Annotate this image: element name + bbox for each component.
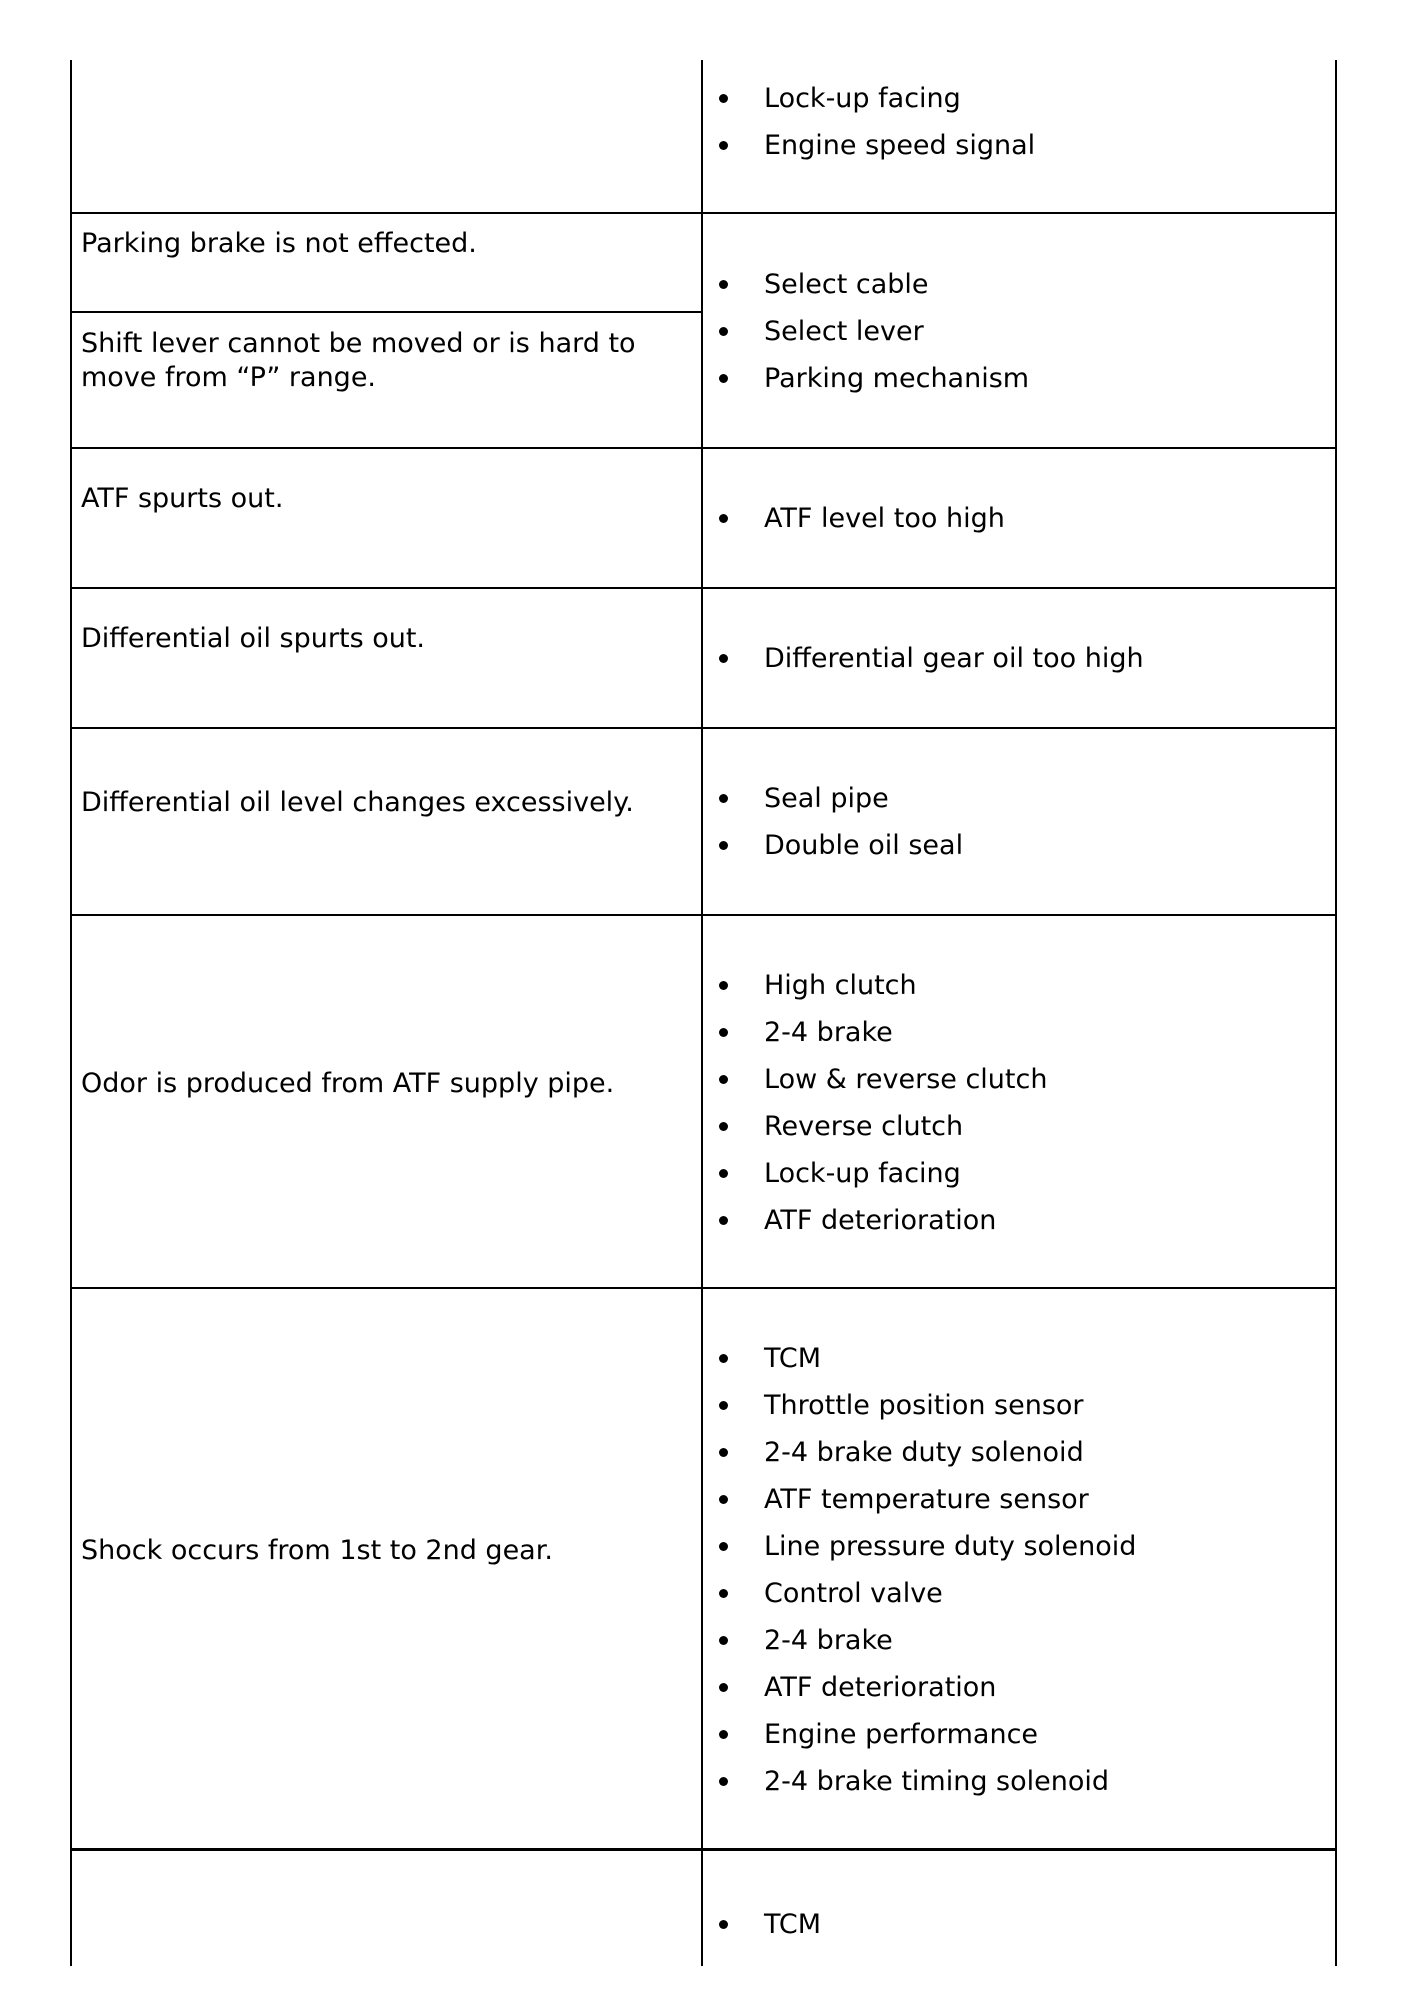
row-divider [70,212,1337,214]
bullet-icon [719,1122,728,1131]
cause-label: Lock-up facing [764,83,961,114]
troubleshooting-table [70,60,1337,1966]
cause-label: Seal pipe [764,783,889,814]
row-divider [70,1287,1337,1289]
row-divider [70,914,1337,916]
list-item [702,1570,1332,1617]
bullet-icon [719,1028,728,1037]
cause-list [702,75,1332,169]
bullet-icon [719,654,728,663]
symptom-text: ATF spurts out. [81,483,284,514]
cause-label: ATF deterioration [764,1672,997,1703]
symptom-text: Shock occurs from 1st to 2nd gear. [81,1535,553,1566]
list-item [702,75,1332,122]
list-item [702,1476,1332,1523]
bullet-icon [719,1448,728,1457]
bullet-icon [719,94,728,103]
row-divider [70,727,1337,729]
list-item [702,1664,1332,1711]
list-item [702,1056,1332,1103]
cause-list [702,962,1332,1244]
list-item [702,355,1332,402]
cause-label: Low & reverse clutch [764,1064,1048,1095]
bullet-icon [719,1683,728,1692]
cause-label: Select cable [764,269,929,300]
bullet-icon [719,1730,728,1739]
list-item [702,1523,1332,1570]
list-item [702,1009,1332,1056]
bullet-icon [719,1495,728,1504]
cause-list [702,495,1332,542]
cause-list [702,775,1332,869]
cause-list [702,635,1332,682]
list-item [702,1617,1332,1664]
bullet-icon [719,841,728,850]
symptom-text: Parking brake is not effected. [81,228,477,259]
list-item [702,1197,1332,1244]
row-divider [70,587,1337,589]
cause-label: 2-4 brake [764,1625,893,1656]
cause-label: 2-4 brake duty solenoid [764,1437,1084,1468]
list-item [702,1429,1332,1476]
symptom-text: Shift lever cannot be moved or is hard to move from “P” range. [81,328,636,393]
list-item [702,1901,1332,1948]
cause-list [702,261,1332,402]
list-item [702,261,1332,308]
cause-label: Select lever [764,316,924,347]
bullet-icon [719,1589,728,1598]
cause-label: TCM [764,1909,822,1940]
list-item [702,962,1332,1009]
list-item [702,1335,1332,1382]
cause-label: Reverse clutch [764,1111,964,1142]
bullet-icon [719,327,728,336]
cause-label: 2-4 brake [764,1017,893,1048]
symptom-text: Odor is produced from ATF supply pipe. [81,1068,615,1099]
list-item [702,635,1332,682]
cause-label: ATF level too high [764,503,1005,534]
table-border-right [1335,60,1337,1966]
bullet-icon [719,1354,728,1363]
cause-label: Double oil seal [764,830,964,861]
cause-label: ATF deterioration [764,1205,997,1236]
list-item [702,308,1332,355]
list-item [702,1150,1332,1197]
bullet-icon [719,374,728,383]
bullet-icon [719,514,728,523]
cause-label: Parking mechanism [764,363,1030,394]
bullet-icon [719,1075,728,1084]
cause-label: Engine speed signal [764,130,1036,161]
symptom-text: Differential oil spurts out. [81,623,426,654]
cause-label: 2-4 brake timing solenoid [764,1766,1110,1797]
list-item [702,1711,1332,1758]
list-item [702,1758,1332,1805]
table-border-left [70,60,72,1966]
cause-label: ATF temperature sensor [764,1484,1089,1515]
row-divider [70,447,1337,449]
bullet-icon [719,141,728,150]
cause-label: Throttle position sensor [764,1390,1084,1421]
list-item [702,822,1332,869]
list-item [702,1382,1332,1429]
bullet-icon [719,1542,728,1551]
cause-list [702,1335,1332,1805]
bullet-icon [719,280,728,289]
cause-label: Line pressure duty solenoid [764,1531,1137,1562]
cause-label: Lock-up facing [764,1158,961,1189]
cause-label: Control valve [764,1578,943,1609]
bullet-icon [719,1920,728,1929]
cause-list [702,1901,1332,1948]
symptom-text: Differential oil level changes excessively. [81,787,634,818]
row-divider [70,1848,1337,1851]
bullet-icon [719,794,728,803]
bullet-icon [719,1216,728,1225]
bullet-icon [719,981,728,990]
row-divider [70,311,702,313]
list-item [702,122,1332,169]
bullet-icon [719,1636,728,1645]
bullet-icon [719,1401,728,1410]
list-item [702,775,1332,822]
cause-label: Engine performance [764,1719,1039,1750]
bullet-icon [719,1777,728,1786]
list-item [702,1103,1332,1150]
cause-label: Differential gear oil too high [764,643,1144,674]
list-item [702,495,1332,542]
cause-label: High clutch [764,970,917,1001]
bullet-icon [719,1169,728,1178]
cause-label: TCM [764,1343,822,1374]
